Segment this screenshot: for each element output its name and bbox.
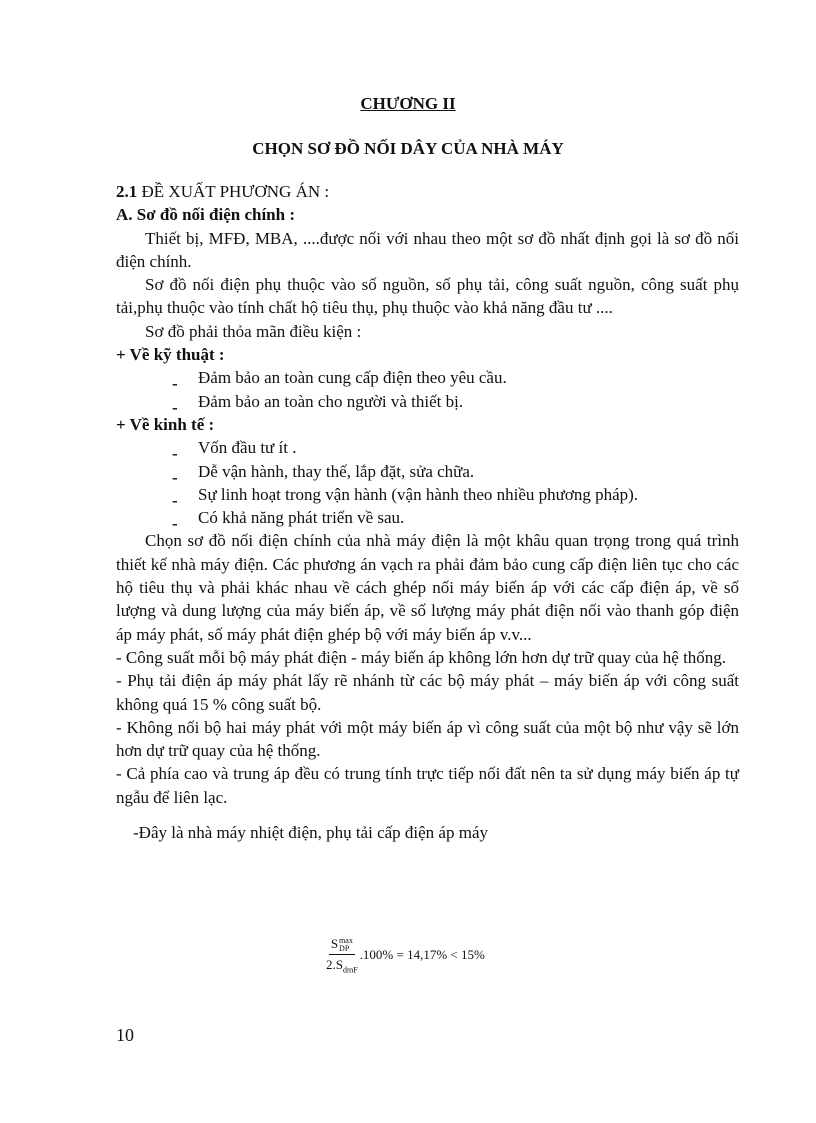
dash-bullet-icon: - bbox=[172, 514, 178, 534]
formula bbox=[326, 936, 485, 975]
chapter-title: CHỌN SƠ ĐỒ NỐI DÂY CỦA NHÀ MÁY bbox=[252, 139, 564, 158]
list-item bbox=[116, 460, 739, 487]
rule-item: - Cả phía cao và trung áp đều có trung tính trực tiếp nối đất nên ta sử dụng máy biến áp tự ngẫu để liên lạc. bbox=[116, 764, 739, 807]
paragraph: Chọn sơ đồ nối điện chính của nhà máy điện là một khâu quan trọng trong quá trình thiết kế nhà máy điện. Các phương án vạch ra phải đảm bảo cung cấp điện liên tục cho các hộ tiêu thụ và phải khác nhau về cách ghép nối máy biến áp với các cấp điện áp, về số lượng và dung lượng của máy biến áp, về số lượng máy phát điện nối vào thanh góp điện áp máy phát, số máy phát điện ghép bộ với máy biến áp v.v... bbox=[116, 531, 739, 644]
list-item bbox=[116, 506, 739, 534]
dash-bullet-icon: - bbox=[172, 374, 178, 394]
list-item-text: Đảm bảo an toàn cung cấp điện theo yêu cầu. bbox=[198, 368, 507, 388]
dash-bullet-icon: - bbox=[172, 397, 178, 417]
dash-bullet-icon: - bbox=[172, 467, 178, 487]
list-item bbox=[116, 483, 739, 510]
list-item-text: Dễ vận hành, thay thế, lắp đặt, sửa chữa. bbox=[198, 461, 475, 481]
body-text bbox=[116, 180, 739, 844]
list-item-text: Vốn đầu tư ít . bbox=[198, 438, 297, 458]
dash-bullet-icon: - bbox=[172, 490, 178, 510]
chapter-heading: CHƯƠNG II bbox=[360, 94, 456, 113]
formula-result: .100% = 14,17% < 15% bbox=[359, 947, 485, 963]
fraction-denominator bbox=[326, 955, 358, 975]
paragraph: Sơ đồ nối điện phụ thuộc vào số nguồn, số phụ tải, công suất nguồn, công suất phụ tải,phụ thuộc vào tính chất hộ tiêu thụ, phụ thuộc vào khả năng đầu tư .... bbox=[116, 275, 739, 318]
list-item-text: Có khả năng phát triển về sau. bbox=[198, 508, 405, 528]
fraction bbox=[326, 936, 358, 975]
tech-heading: + Về kỹ thuật : bbox=[116, 345, 225, 365]
numerator-superscript: max bbox=[339, 936, 353, 946]
numerator-indices bbox=[339, 937, 353, 953]
subsection-heading: A. Sơ đồ nối điện chính : bbox=[116, 205, 295, 225]
rule-item: - Phụ tải điện áp máy phát lấy rẽ nhánh từ các bộ máy phát – máy biến áp với công suất không quá 15 % công suất bộ. bbox=[116, 671, 739, 714]
numerator-subscript: DP bbox=[339, 944, 350, 954]
denominator-symbol: 2.S bbox=[326, 957, 343, 973]
list-item-text: Đảm bảo an toàn cho người và thiết bị. bbox=[198, 391, 464, 411]
dash-bullet-icon: - bbox=[172, 444, 178, 464]
fraction-numerator bbox=[329, 936, 355, 955]
rule-item: - Không nối bộ hai máy phát với một máy biến áp vì công suất của một bộ như vậy sẽ lớn hơn dự trữ quay của hệ thống. bbox=[116, 717, 739, 761]
list-item bbox=[116, 436, 739, 464]
paragraph: Thiết bị, MFĐ, MBA, ....được nối với nhau theo một sơ đồ nhất định gọi là sơ đồ nối điện chính. bbox=[116, 228, 739, 271]
section-heading bbox=[116, 180, 739, 203]
list-item-text: Sự linh hoạt trong vận hành (vận hành theo nhiều phương pháp). bbox=[198, 484, 639, 504]
list-item bbox=[116, 366, 739, 394]
econ-heading: + Về kinh tế : bbox=[116, 414, 215, 434]
list-item bbox=[116, 390, 739, 417]
numerator-symbol: S bbox=[330, 936, 339, 951]
rule-item: - Công suất mỗi bộ máy phát điện - máy biến áp không lớn hơn dự trữ quay của hệ thống. bbox=[116, 647, 727, 667]
section-number: 2.1 bbox=[116, 182, 138, 201]
page-number: 10 bbox=[116, 1025, 134, 1045]
denominator-subscript: dmF bbox=[342, 965, 358, 975]
paragraph: -Đây là nhà máy nhiệt điện, phụ tải cấp điện áp máy bbox=[133, 823, 488, 843]
section-label: ĐỀ XUẤT PHƯƠNG ÁN : bbox=[137, 182, 330, 201]
paragraph: Sơ đồ phải thỏa mãn điều kiện : bbox=[145, 321, 362, 341]
